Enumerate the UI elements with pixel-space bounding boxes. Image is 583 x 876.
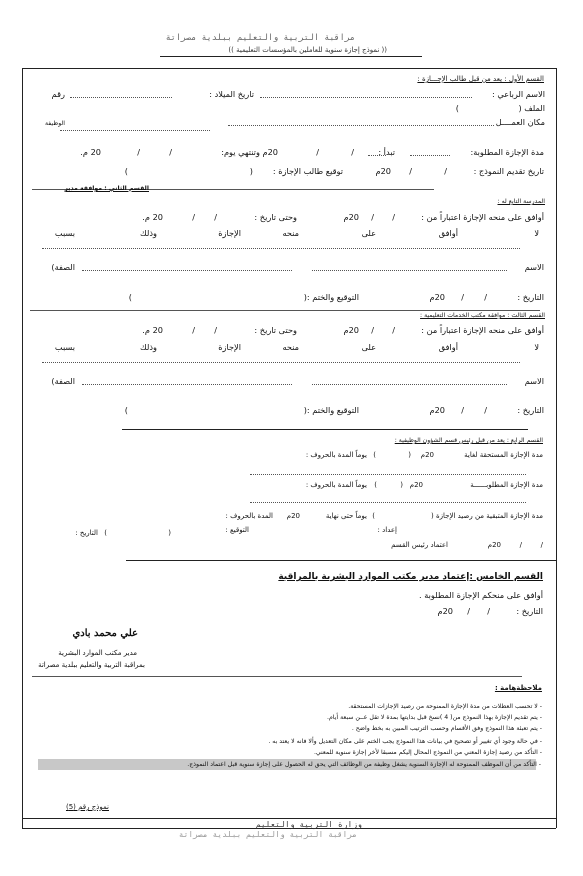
because-word-3: بسبب <box>54 342 75 352</box>
no-word-3: لا <box>534 342 539 352</box>
agree-word-3: أوافق <box>438 342 458 352</box>
header-underline <box>160 56 422 57</box>
duration-label: مدة الإجازة المطلوبة: <box>470 147 544 157</box>
year-9: 20م <box>487 541 501 549</box>
agree-word: أوافق <box>438 228 458 238</box>
section2-title: القسم الثاني : موافقة مدير <box>64 185 149 192</box>
job-label: الوظيفة <box>44 120 65 127</box>
ends-label: 20م وتنتهي يوم: <box>221 147 278 157</box>
year-7: 20م <box>409 481 423 489</box>
note-5: - التأكد من رصيد إجازة المعني من النموذج المحال إليكم مسبقا لأخر إجازة سنوية للمعني. <box>313 749 542 756</box>
sign-stamp-3: التوقيع والختم :( <box>303 405 359 415</box>
note-1: - لا تحسب العطلات من مدة الإجازة الممنوحة من رصيد الإجازات المستحقة. <box>348 703 542 710</box>
leave-word: الإجازة <box>218 228 241 238</box>
no-word: لا <box>534 228 539 238</box>
sign-stamp-2: التوقيع والختم :( <box>303 292 359 302</box>
notes-rule <box>32 676 522 677</box>
file-close: ) <box>455 103 459 113</box>
entitled-label: مدة الإجازة المستحقة لغاية <box>464 451 543 459</box>
year-5: 20م <box>429 405 445 415</box>
sign-close-2: ) <box>128 292 132 302</box>
signer-role-1: مدير مكتب الموارد البشرية <box>58 649 137 657</box>
name-field-3[interactable] <box>312 384 507 385</box>
date-label-3: التاريخ : <box>517 405 544 415</box>
starts-label: تبدأ : <box>378 147 395 157</box>
notes-title: ملاحظةهامة : <box>494 684 542 692</box>
on-word-3: على <box>361 342 376 352</box>
role-label-3: الصفة) <box>51 376 75 386</box>
grant-word-3: منحه <box>282 342 299 352</box>
sign-close-3: ) <box>124 405 128 415</box>
reason-field[interactable] <box>42 248 520 249</box>
frame-right <box>556 68 557 828</box>
section5-date: التاريخ : <box>516 606 543 616</box>
number-label: رقم <box>51 89 65 99</box>
job-field[interactable] <box>60 130 210 131</box>
entitled-close: ) <box>373 451 376 459</box>
name-label: الاسم الرباعي : <box>492 89 545 99</box>
year-m-3: 20 م. <box>142 325 163 335</box>
role-field-3[interactable] <box>82 384 292 385</box>
note-4: - في حالة وجود أي تغيير أو تصحيح في بيانات هذا النموذج يجب الختم على مكان التعديل وألا فانه لا يعتد به . <box>268 738 542 745</box>
sign-close-4: ) <box>104 529 107 537</box>
name-field[interactable] <box>260 97 472 98</box>
section1-title: القسم الأول : يعد من قبل طالب الإجـــازة : <box>417 75 544 83</box>
role-label: الصفة) <box>51 262 75 272</box>
year-m-2: 20 م. <box>142 212 163 222</box>
date-label-4: التاريخ : <box>75 529 98 537</box>
name-label-3: الاسم <box>524 376 544 386</box>
approval-head: اعتماد رئيس القسم <box>391 541 448 549</box>
requested-close: ) <box>374 481 377 489</box>
sign-label-4: التوقيع : <box>225 526 249 534</box>
section4-rule <box>122 429 528 430</box>
section5-title: القسم الخامس :إعتماد مدير مكتب الموارد البشرية بالمراقبة <box>278 572 543 582</box>
section4-title: القسم الرابع : يعد من قبل رئيس قسم الشؤون الوظيفية : <box>394 437 543 444</box>
header-top-line: مراقبة التربية والتعليم ببلدية مصراتة <box>165 33 355 43</box>
signer-role-2: بمراقبة التربية والتعليم ببلدية مصراتة <box>38 661 145 669</box>
approve-label-3: أوافق على منحه الإجازة اعتباراً من : <box>421 325 544 335</box>
name-label-2: الاسم <box>524 262 544 272</box>
note-3: - يتم تعبئة هذا النموذج وفق الأقسام وحسب الترتيب المبين به بخط واضح . <box>351 725 542 732</box>
requested-open: ( <box>400 481 403 489</box>
frame-left <box>22 68 23 828</box>
days-words-2: يوماً المدة بالحروف : <box>305 481 367 489</box>
year-4: 20م <box>343 325 359 335</box>
requested-label: مدة الإجازة المطلوبــــــة <box>470 481 543 489</box>
entitled-words-field[interactable] <box>250 474 526 475</box>
section3-title: القسم الثالث : موافقة مكتب الخدمات التعليمية : <box>420 312 545 319</box>
year-10: 20م <box>437 606 453 616</box>
until-label: وحتى تاريخ : <box>254 212 297 222</box>
remaining-label: مدة الإجازة المتبقية من رصيد الإجازة ( <box>430 512 543 520</box>
signer-name: علي محمد بادي <box>72 628 138 639</box>
duration-words: المدة بالحروف : <box>225 512 273 520</box>
year-6: 20م <box>420 451 434 459</box>
remaining-close: ) <box>372 512 375 520</box>
days-words-1: يوماً المدة بالحروف : <box>305 451 367 459</box>
note-6: - التأكد من أن الموظف الممنوحة له الإجازة السنوية يشغل وظيفة من الوظائف التي يحق له الحصول على إجازة سنوية قبل اعتماد النموذج. <box>187 761 541 768</box>
year-1: 20م <box>375 166 391 176</box>
name-field-2[interactable] <box>312 270 507 271</box>
section4-bottom-rule <box>126 560 556 561</box>
sign-open-4: ( <box>168 529 171 537</box>
year-3: 20م <box>429 292 445 302</box>
footer-ministry: وزارة التربية والتعليم <box>256 820 362 829</box>
on-word: على <box>361 228 376 238</box>
birth-label: تاريخ الميلاد : <box>209 89 254 99</box>
submit-label: تاريخ تقديم النموذج : <box>473 166 544 176</box>
date-label-2: التاريخ : <box>517 292 544 302</box>
birth-field[interactable] <box>70 97 172 98</box>
frame-top <box>22 68 556 69</box>
school-label: المدرسة التابع له : <box>497 198 545 205</box>
grant-word: منحه <box>282 228 299 238</box>
year-2: 20م <box>343 212 359 222</box>
footer-rule <box>22 818 556 819</box>
work-field[interactable] <box>228 125 494 126</box>
that-word-3: وذلك <box>140 342 157 352</box>
because-word: بسبب <box>54 228 75 238</box>
days-until: يوماً حتى نهاية <box>325 512 367 520</box>
prep-label: إعداد : <box>377 526 397 534</box>
role-field[interactable] <box>82 270 292 271</box>
year-m-1: 20 م. <box>80 147 101 157</box>
duration-field[interactable] <box>410 155 450 156</box>
form-number: نموذج رقم (5) <box>65 803 109 811</box>
header-subtitle: (( نموذج إجازة سنوية للعاملين بالمؤسسات التعليمية )) <box>228 46 387 54</box>
reason-field-3[interactable] <box>42 362 520 363</box>
starts-dots[interactable] <box>368 155 386 156</box>
form-page: مراقبة التربية والتعليم ببلدية مصراتة (( نموذج إجازة سنوية للعاملين بالمؤسسات التعليمية )) القسم الأول : يعد من قبل طالب الإجـــازة : الاسم الرباعي : تاريخ الميلاد : رقم الملف ( ) مكان العمــــل الوظيفة مدة الإجازة المطلوبة: تبدأ : / / 20م وتنتهي يوم: / / 20 م. تاريخ تقديم النموذج : / / 20م توقيع طالب الإجازة : ( ) القسم الثاني : موافقة مدير المدرسة التابع له : أوافق على منحه الإجازة اعتباراً من : / / 20م وحتى تاريخ : / / 20 م. لا أوافق على منحه الإجازة وذلك بسبب الاسم الصفة) التاريخ : / / 20م التوقيع والختم :( ) القسم الثالث : موافقة مكتب الخدمات التعليمية : أوافق على منحه الإجازة اعتباراً من : / / 20م وحتى تاريخ : / / 20 م. لا أوافق على منحه الإجازة وذلك بسبب الاسم الصفة) التاريخ : / / 20م التوقيع والختم :( ) القسم الرابع : يعد من قبل رئيس قسم الشؤون الوظيفية : مدة الإجازة المستحقة لغاية 20م ( ) يوماً المدة بالحروف : مدة الإجازة المطلوبــــــة 20م ( ) يوماً المدة بالحروف : مدة الإجازة المتبقية من رصيد الإجازة ( ) يوماً حتى نهاية 20م المدة بالحروف : إعداد : التوقيع : ( ) التاريخ : / / 20م اعتماد رئيس القسم القسم الخامس :إعتماد مدير مكتب الموارد البشرية بالمراقبة أوافق على منحكم الإجازة المطلوبة . التاريخ : / / 20م علي محمد بادي مدير مكتب الموارد البشرية بمراقبة التربية والتعليم ببلدية مصراتة ملاحظةهامة : - لا تحسب العطلات من مدة الإجازة الممنوحة من رصيد الإجازات المستحقة. - يتم تقديم الإجازة بهذا النموذج من( 4 )نسخ قبل بدايتها بمدة لا تقل عــن سبعة أيام. - يتم تعبئة هذا النموذج وفق الأقسام وحسب الترتيب المبين به بخط واضح . - في حالة وجود أي تغيير أو تصحيح في بيانات هذا النموذج يجب الختم على مكان التعديل وألا فانه لا يعتد به . - التأكد من رصيد إجازة المعني من النموذج المحال إليكم مسبقا لأخر إجازة سنوية للمعني. - التأكد من أن الموظف الممنوحة له الإجازة السنوية يشغل وظيفة من الوظائف التي يحق له الحصول على إجازة سنوية قبل اعتماد النموذج. نموذج رقم (5) وزارة التربية والتعليم مراقبة التربية والتعليم ببلدية مصراتة <box>0 0 583 876</box>
work-label: مكان العمــــل <box>495 117 545 127</box>
requested-words-field[interactable] <box>250 502 526 503</box>
year-8: 20م <box>286 512 300 520</box>
approve-label: أوافق على منحه الإجازة اعتباراً من : <box>421 212 544 222</box>
leave-word-3: الإجازة <box>218 342 241 352</box>
file-label: الملف ( <box>518 103 545 113</box>
that-word: وذلك <box>140 228 157 238</box>
signature-close: ) <box>124 166 128 176</box>
entitled-open: ( <box>408 451 411 459</box>
until-label-3: وحتى تاريخ : <box>254 325 297 335</box>
footer-bottom: مراقبة التربية والتعليم ببلدية مصراتة <box>178 830 357 839</box>
note-2: - يتم تقديم الإجازة بهذا النموذج من( 4 )نسخ قبل بدايتها بمدة لا تقل عــن سبعة أيام. <box>327 714 542 721</box>
section5-approve: أوافق على منحكم الإجازة المطلوبة . <box>419 590 543 600</box>
signature-open: ( <box>249 166 253 176</box>
signature-label: توقيع طالب الإجازة : <box>272 166 343 176</box>
